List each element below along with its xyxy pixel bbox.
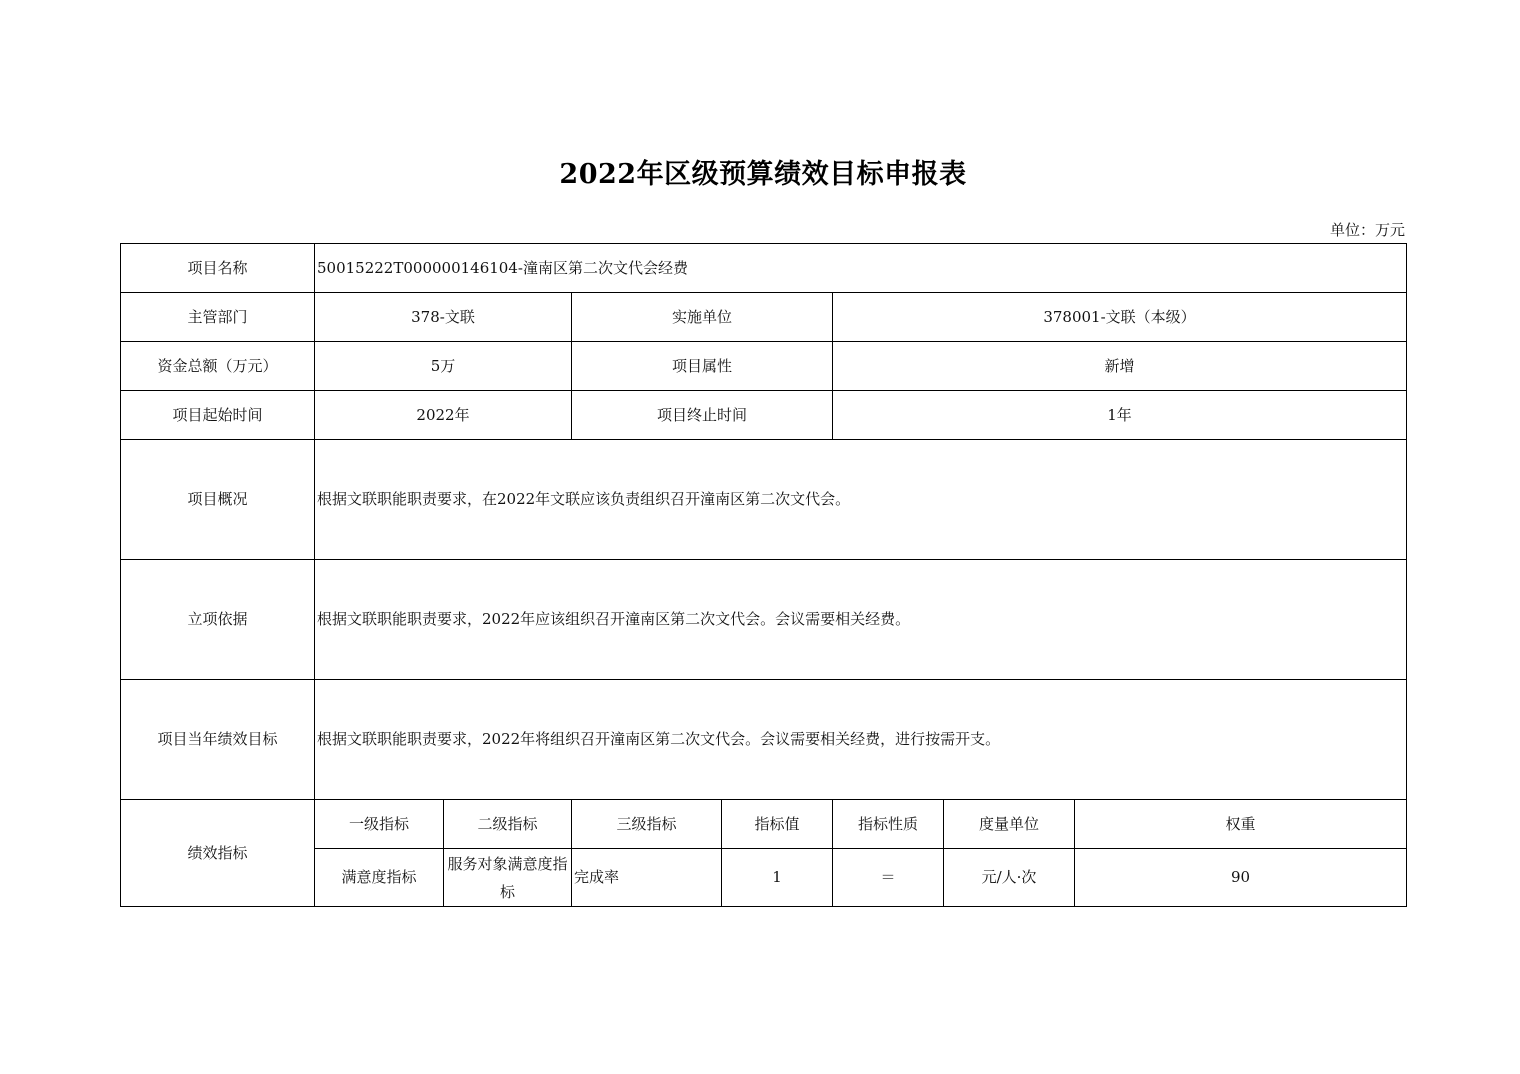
goal-row xyxy=(121,680,1407,800)
indicator-level2 xyxy=(444,849,572,907)
indicator-nature: ＝ xyxy=(833,849,944,907)
department-value: 378-文联 xyxy=(315,293,572,342)
document-title: 2022年区级预算绩效目标申报表 xyxy=(559,159,967,190)
header-unit: 度量单位 xyxy=(944,800,1075,849)
indicator-level2-text: 服务对象满意度指标 xyxy=(447,854,568,901)
header-level2: 二级指标 xyxy=(444,800,572,849)
project-name-row xyxy=(121,244,1407,293)
overview-row xyxy=(121,440,1407,560)
project-attribute-label: 项目属性 xyxy=(572,342,833,391)
indicator-level1: 满意度指标 xyxy=(315,849,444,907)
end-time-value: 1年 xyxy=(833,391,1407,440)
indicators-section-label: 绩效指标 xyxy=(121,800,315,907)
time-row xyxy=(121,391,1407,440)
performance-report-table xyxy=(120,243,1407,907)
start-time-value: 2022年 xyxy=(315,391,572,440)
annual-goal-label: 项目当年绩效目标 xyxy=(121,680,315,800)
unit-note: 单位：万元 xyxy=(1329,221,1405,239)
indicator-unit: 元/人·次 xyxy=(944,849,1075,907)
overview-value: 根据文联职能职责要求，在2022年文联应该负责组织召开潼南区第二次文代会。 xyxy=(315,440,1407,560)
header-weight: 权重 xyxy=(1075,800,1407,849)
start-time-label: 项目起始时间 xyxy=(121,391,315,440)
annual-goal-value: 根据文联职能职责要求，2022年将组织召开潼南区第二次文代会。会议需要相关经费，进行按需开支。 xyxy=(315,680,1407,800)
fund-row xyxy=(121,342,1407,391)
indicator-weight: 90 xyxy=(1075,849,1407,907)
implementing-unit-label: 实施单位 xyxy=(572,293,833,342)
implementing-unit-value: 378001-文联（本级） xyxy=(833,293,1407,342)
indicator-header-row xyxy=(121,800,1407,849)
project-name-label: 项目名称 xyxy=(121,244,315,293)
basis-value: 根据文联职能职责要求，2022年应该组织召开潼南区第二次文代会。会议需要相关经费。 xyxy=(315,560,1407,680)
overview-label: 项目概况 xyxy=(121,440,315,560)
indicator-level3: 完成率 xyxy=(572,849,722,907)
department-label: 主管部门 xyxy=(121,293,315,342)
indicator-value: 1 xyxy=(722,849,833,907)
header-level1: 一级指标 xyxy=(315,800,444,849)
project-name-value: 50015222T000000146104-潼南区第二次文代会经费 xyxy=(315,244,1407,293)
basis-label: 立项依据 xyxy=(121,560,315,680)
fund-total-value: 5万 xyxy=(315,342,572,391)
end-time-label: 项目终止时间 xyxy=(572,391,833,440)
header-nature: 指标性质 xyxy=(833,800,944,849)
project-attribute-value: 新增 xyxy=(833,342,1407,391)
fund-total-label: 资金总额（万元） xyxy=(121,342,315,391)
basis-row xyxy=(121,560,1407,680)
department-row xyxy=(121,293,1407,342)
header-level3: 三级指标 xyxy=(572,800,722,849)
header-value: 指标值 xyxy=(722,800,833,849)
